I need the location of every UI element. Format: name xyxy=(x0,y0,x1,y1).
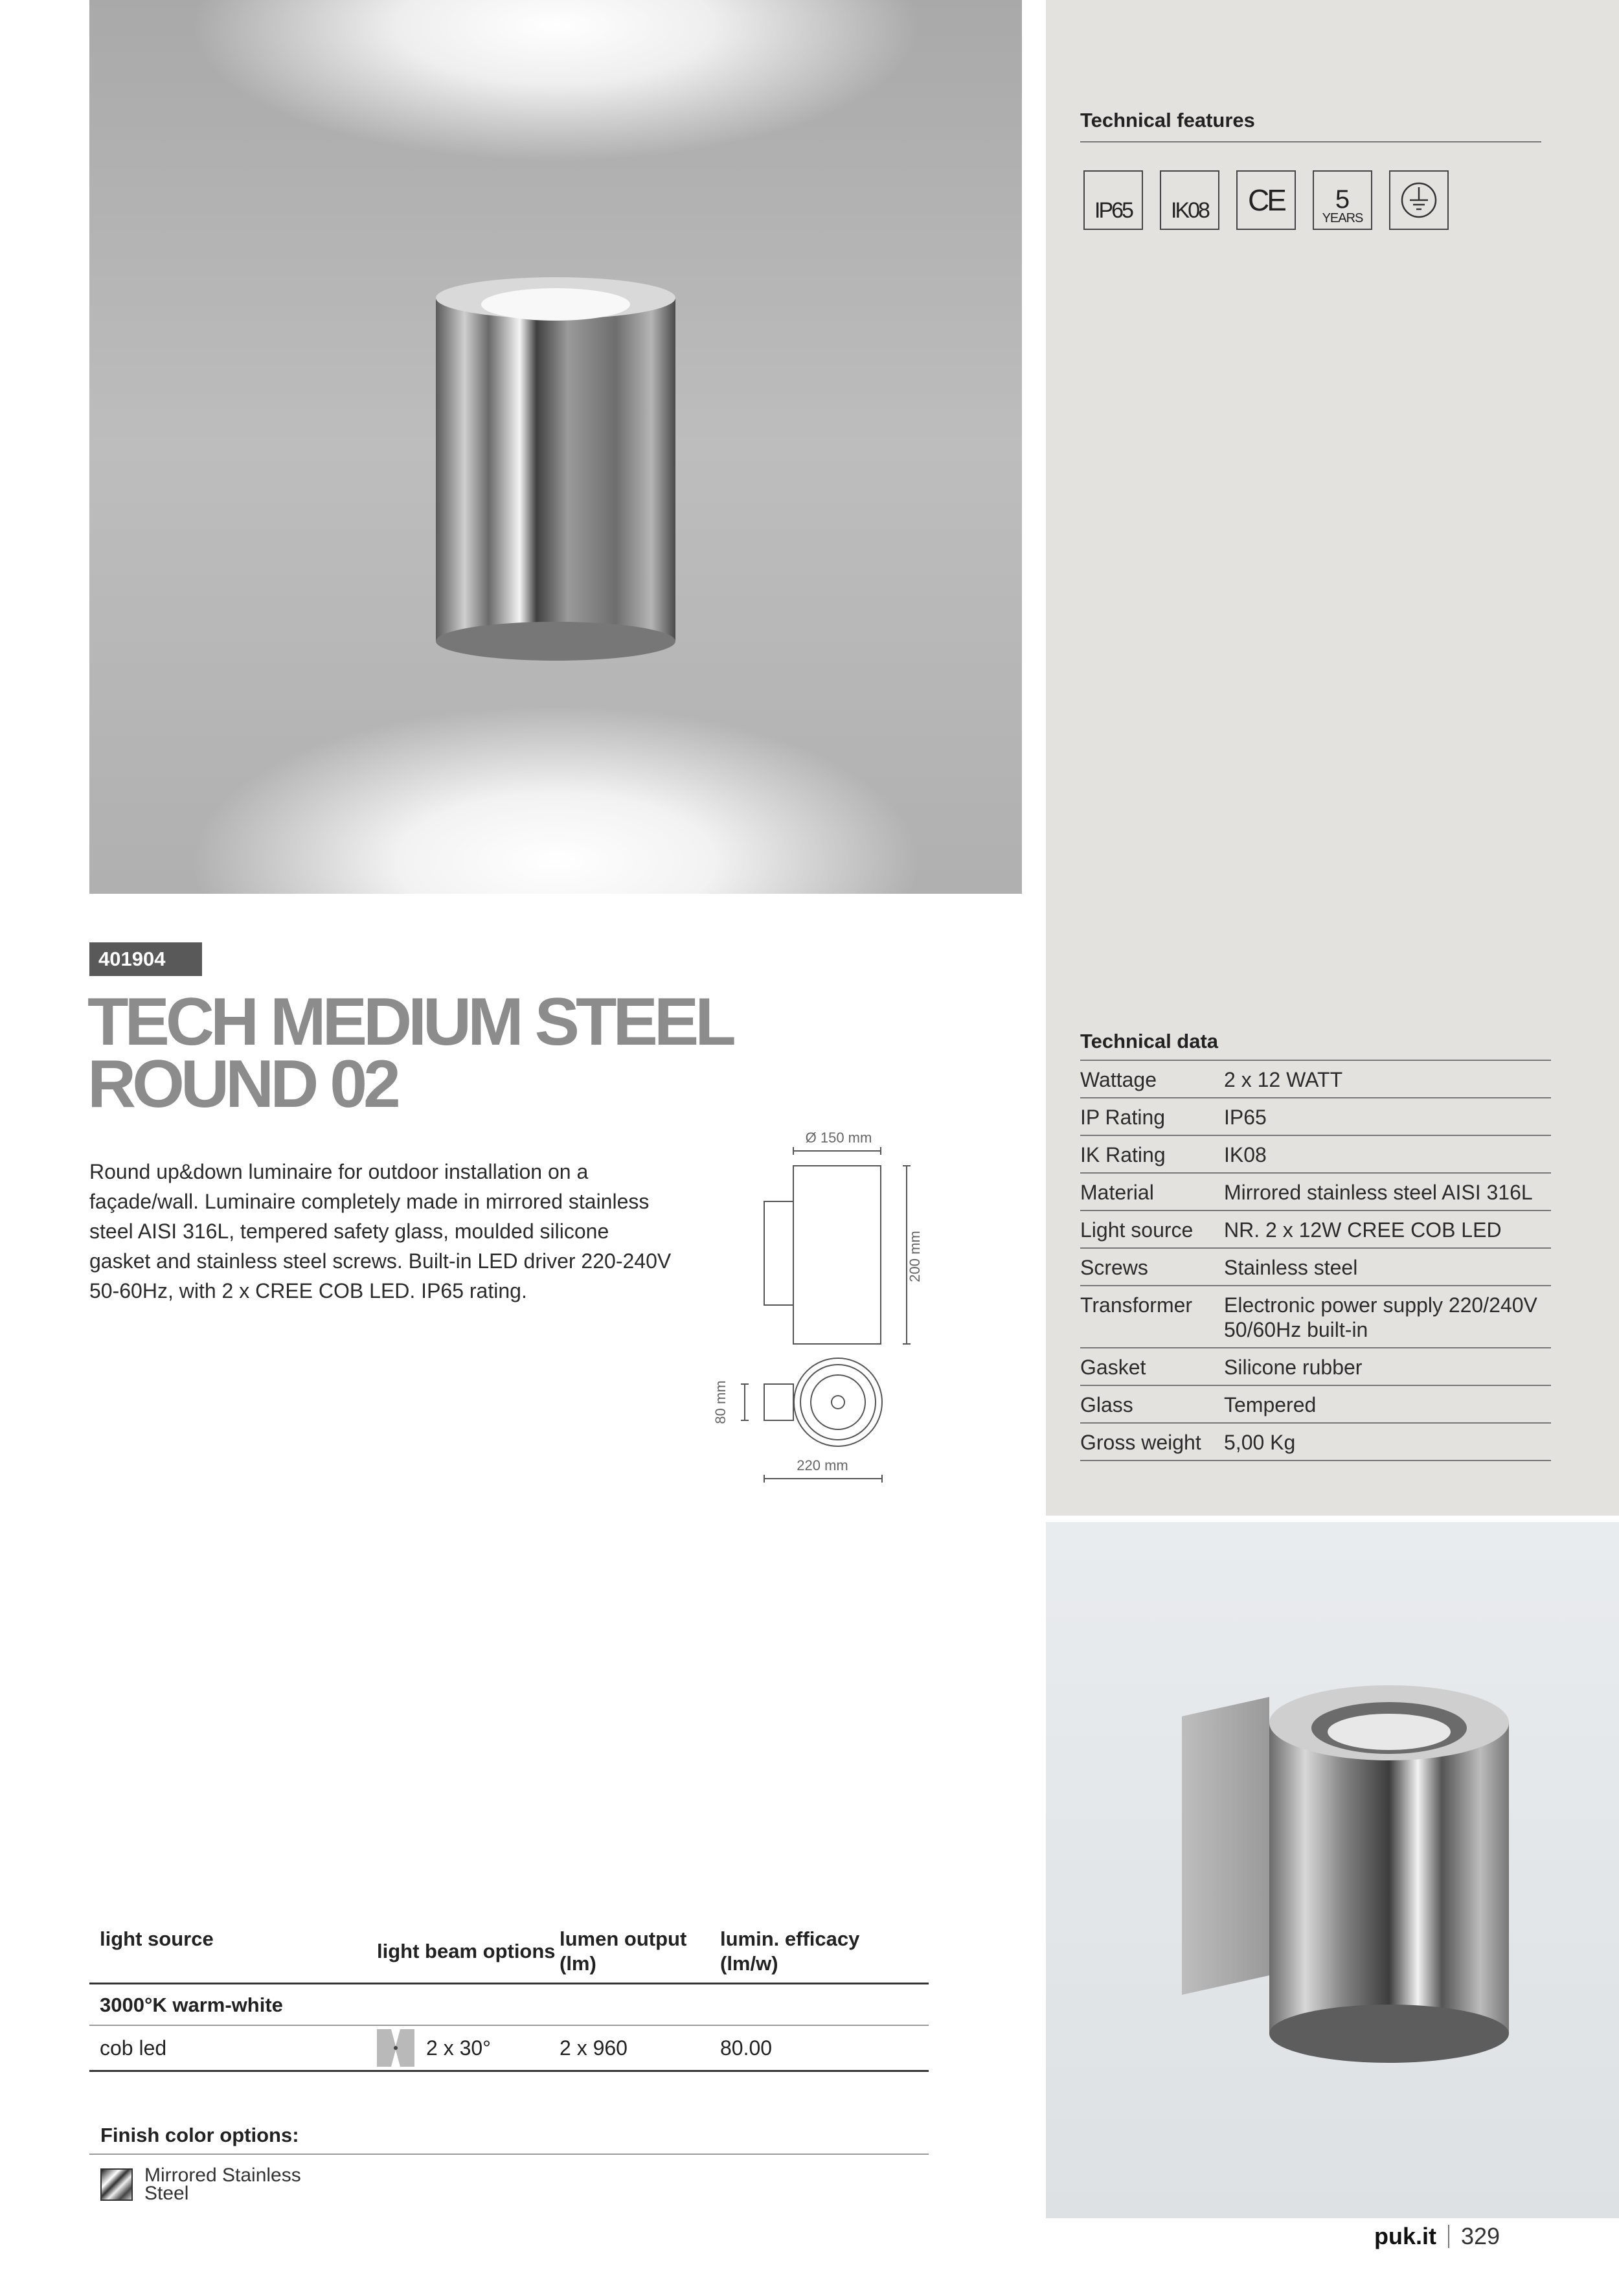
data-key: Gasket xyxy=(1080,1356,1146,1379)
data-value: Mirrored stainless steel AISI 316L xyxy=(1224,1181,1533,1204)
mirrored-steel-swatch-icon xyxy=(100,2168,133,2201)
table-row xyxy=(1080,1285,1551,1347)
hero-product-photo xyxy=(89,0,1022,894)
header-lumen: lumen output (lm) xyxy=(560,1927,687,1975)
diameter-label: Ø 150 mm xyxy=(805,1130,872,1146)
data-key: IK Rating xyxy=(1080,1143,1166,1166)
light-source-table xyxy=(89,1927,929,2072)
product-side-view-photo xyxy=(1046,1522,1619,2218)
technical-data-table xyxy=(1080,1060,1551,1461)
table-row xyxy=(1080,1135,1551,1172)
page-number: 329 xyxy=(1461,2223,1500,2249)
lumen-cell: 2 x 960 xyxy=(560,2036,628,2060)
table-row xyxy=(1080,1385,1551,1422)
product-description: Round up&down luminaire for outdoor installation on a façade/wall. Luminaire completely made in mirrored stainless steel AISI 316L, tempered safety glass, moulded silicone gasket and stainless steel screws. Built-in LED driver 220-240V 50-60Hz, with 2 x CREE COB LED. IP65 rating. xyxy=(89,1160,672,1302)
bracket-label: 80 mm xyxy=(712,1380,729,1424)
data-key: Transformer xyxy=(1080,1293,1193,1317)
data-value: 2 x 12 WATT xyxy=(1224,1068,1343,1091)
divider xyxy=(89,2154,929,2155)
data-key: Material xyxy=(1080,1181,1154,1204)
product-title-line-1: TECH MEDIUM STEEL xyxy=(87,984,732,1060)
table-row xyxy=(1080,1210,1551,1247)
header-beam: light beam options xyxy=(377,1940,556,1962)
data-value: IK08 xyxy=(1224,1143,1267,1166)
side-product-photo xyxy=(1046,1522,1619,2218)
color-temperature-row: 3000°K warm-white xyxy=(89,1984,929,2026)
data-key: IP Rating xyxy=(1080,1106,1166,1129)
table-row xyxy=(89,2026,929,2072)
table-row xyxy=(1080,1060,1551,1097)
certification-icons xyxy=(1083,170,1449,230)
product-title-line-2: ROUND 02 xyxy=(87,1047,397,1122)
page-footer xyxy=(1374,2223,1500,2250)
data-value: Silicone rubber xyxy=(1224,1356,1363,1379)
data-key: Glass xyxy=(1080,1393,1133,1416)
technical-data-title: Technical data xyxy=(1080,1030,1219,1052)
header-light-source: light source xyxy=(100,1927,214,1950)
table-header xyxy=(89,1927,929,1984)
source-cell: cob led xyxy=(100,2036,167,2060)
data-key: Screws xyxy=(1080,1256,1148,1279)
data-value: IP65 xyxy=(1224,1106,1267,1129)
finish-options-title: Finish color options: xyxy=(100,2124,299,2146)
technical-features-title: Technical features xyxy=(1080,109,1255,131)
warranty-icon: 5 YEARS xyxy=(1313,170,1372,230)
finish-option xyxy=(100,2166,313,2203)
efficacy-cell: 80.00 xyxy=(720,2036,773,2060)
height-label: 200 mm xyxy=(907,1231,923,1282)
data-key: Gross weight xyxy=(1080,1431,1201,1454)
technical-drawing xyxy=(706,1124,939,1486)
data-value: NR. 2 x 12W CREE COB LED xyxy=(1224,1218,1502,1242)
table-row xyxy=(1080,1247,1551,1285)
wall-light-photo xyxy=(89,0,1022,894)
website-link[interactable]: puk.it xyxy=(1374,2223,1436,2249)
divider xyxy=(1080,141,1541,142)
data-value: Tempered xyxy=(1224,1393,1317,1416)
beam-cell xyxy=(377,2029,560,2067)
product-code-badge: 401904 xyxy=(89,942,202,976)
beam-angle-icon xyxy=(377,2029,414,2067)
data-value: Stainless steel xyxy=(1224,1256,1358,1279)
data-key: Wattage xyxy=(1080,1068,1157,1091)
table-row xyxy=(1080,1172,1551,1210)
ground-symbol-icon xyxy=(1389,170,1449,230)
data-value: 5,00 Kg xyxy=(1224,1431,1296,1454)
finish-label: Mirrored Stainless Steel xyxy=(144,2165,301,2204)
table-row xyxy=(1080,1422,1551,1461)
beam-value: 2 x 30° xyxy=(426,2036,491,2060)
table-row xyxy=(1080,1347,1551,1385)
table-row xyxy=(1080,1097,1551,1135)
ip-rating-icon: IP65 xyxy=(1083,170,1143,230)
depth-label: 220 mm xyxy=(797,1457,848,1473)
header-efficacy: lumin. efficacy (lm/w) xyxy=(720,1927,860,1975)
ik-rating-icon: IK08 xyxy=(1160,170,1219,230)
data-key: Light source xyxy=(1080,1218,1194,1242)
data-value: Electronic power supply 220/240V 50/60Hz built-in xyxy=(1224,1293,1537,1341)
divider xyxy=(1448,2225,1449,2248)
ce-mark-icon: CE xyxy=(1236,170,1296,230)
product-title xyxy=(87,984,800,1122)
